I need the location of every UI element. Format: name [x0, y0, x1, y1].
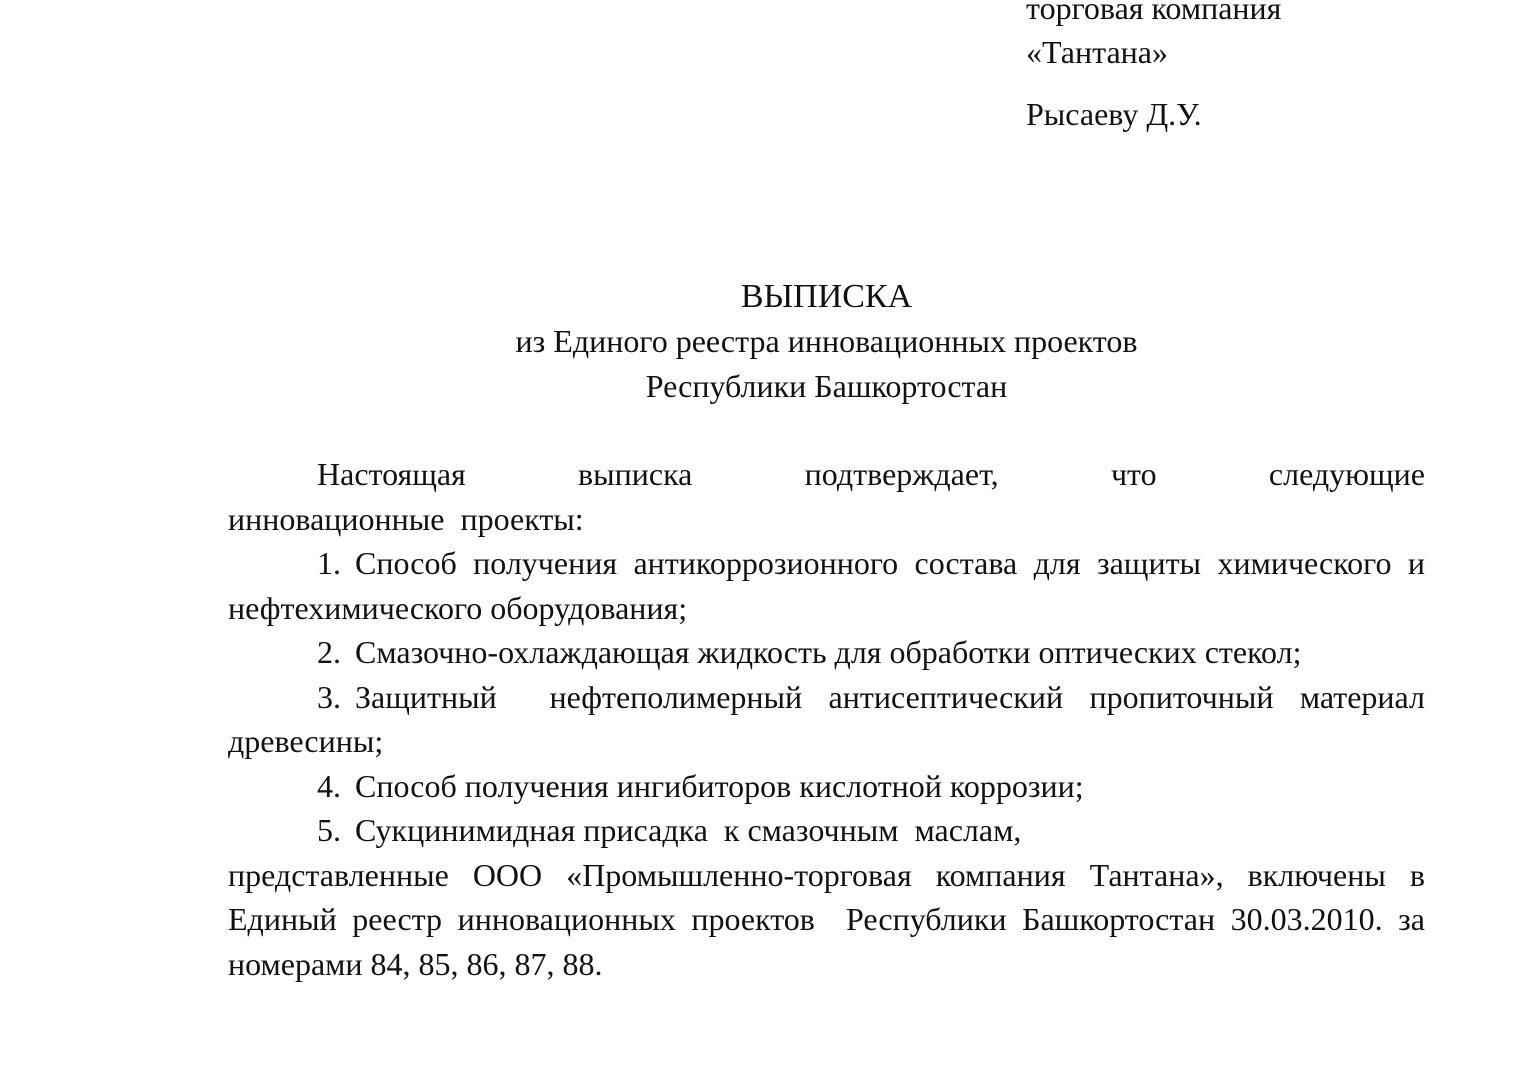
intro-word: что	[1110, 456, 1157, 492]
list-item	[228, 541, 1425, 630]
list-item	[228, 630, 1425, 675]
list-item-text: Сукцинимидная присадка к смазочным маслам,	[355, 812, 1022, 848]
addressee-block	[1026, 0, 1506, 136]
intro-first-line	[228, 452, 1425, 497]
list-item	[228, 764, 1425, 809]
addressee-company-name: «Тантана»	[1026, 34, 1168, 70]
addressee-person: Рысаеву Д.У.	[1026, 96, 1202, 132]
document-subtitle-line-2: Республики Башкортостан	[645, 368, 1008, 404]
intro-word: Настоящая	[317, 456, 466, 492]
list-item	[228, 675, 1433, 764]
document-subtitle-line-1: из Единого реестра инновационных проектов	[515, 323, 1138, 359]
list-item-text: Способ получения ингибиторов кислотной коррозии;	[355, 767, 1084, 804]
conclusion-paragraph: представленные ООО «Промышленно-торговая компания Тантана», включены в Единый реестр инновационных проектов Республики Башкортостан 30.03.2010. за номерами 84, 85, 86, 87, 88.	[228, 856, 1433, 982]
list-item-number: 2.	[317, 634, 341, 670]
list-item-text: Смазочно-охлаждающая жидкость для обработки оптических стекол;	[355, 634, 1302, 670]
document-title: ВЫПИСКА	[740, 278, 913, 315]
list-item-number: 4.	[317, 767, 341, 804]
intro-continuation: инновационные проекты:	[228, 500, 584, 537]
document-heading	[0, 274, 1535, 409]
intro-word: подтверждает,	[804, 456, 999, 492]
addressee-company-line: торговая компания	[1026, 0, 1282, 26]
intro-word: следующие	[1268, 456, 1425, 492]
list-item-number: 3.	[317, 678, 341, 715]
list-item-text: Защитный нефтеполимерный антисептический пропиточный материал древесины;	[228, 678, 1433, 759]
list-item-number: 5.	[317, 812, 341, 848]
list-item-number: 1.	[317, 545, 341, 581]
intro-word: выписка	[578, 456, 693, 492]
list-item-text: Способ получения антикоррозионного состава для защиты химического и нефтехимического оборудования;	[228, 545, 1425, 626]
document-body	[228, 452, 1433, 986]
list-item	[228, 808, 1425, 853]
